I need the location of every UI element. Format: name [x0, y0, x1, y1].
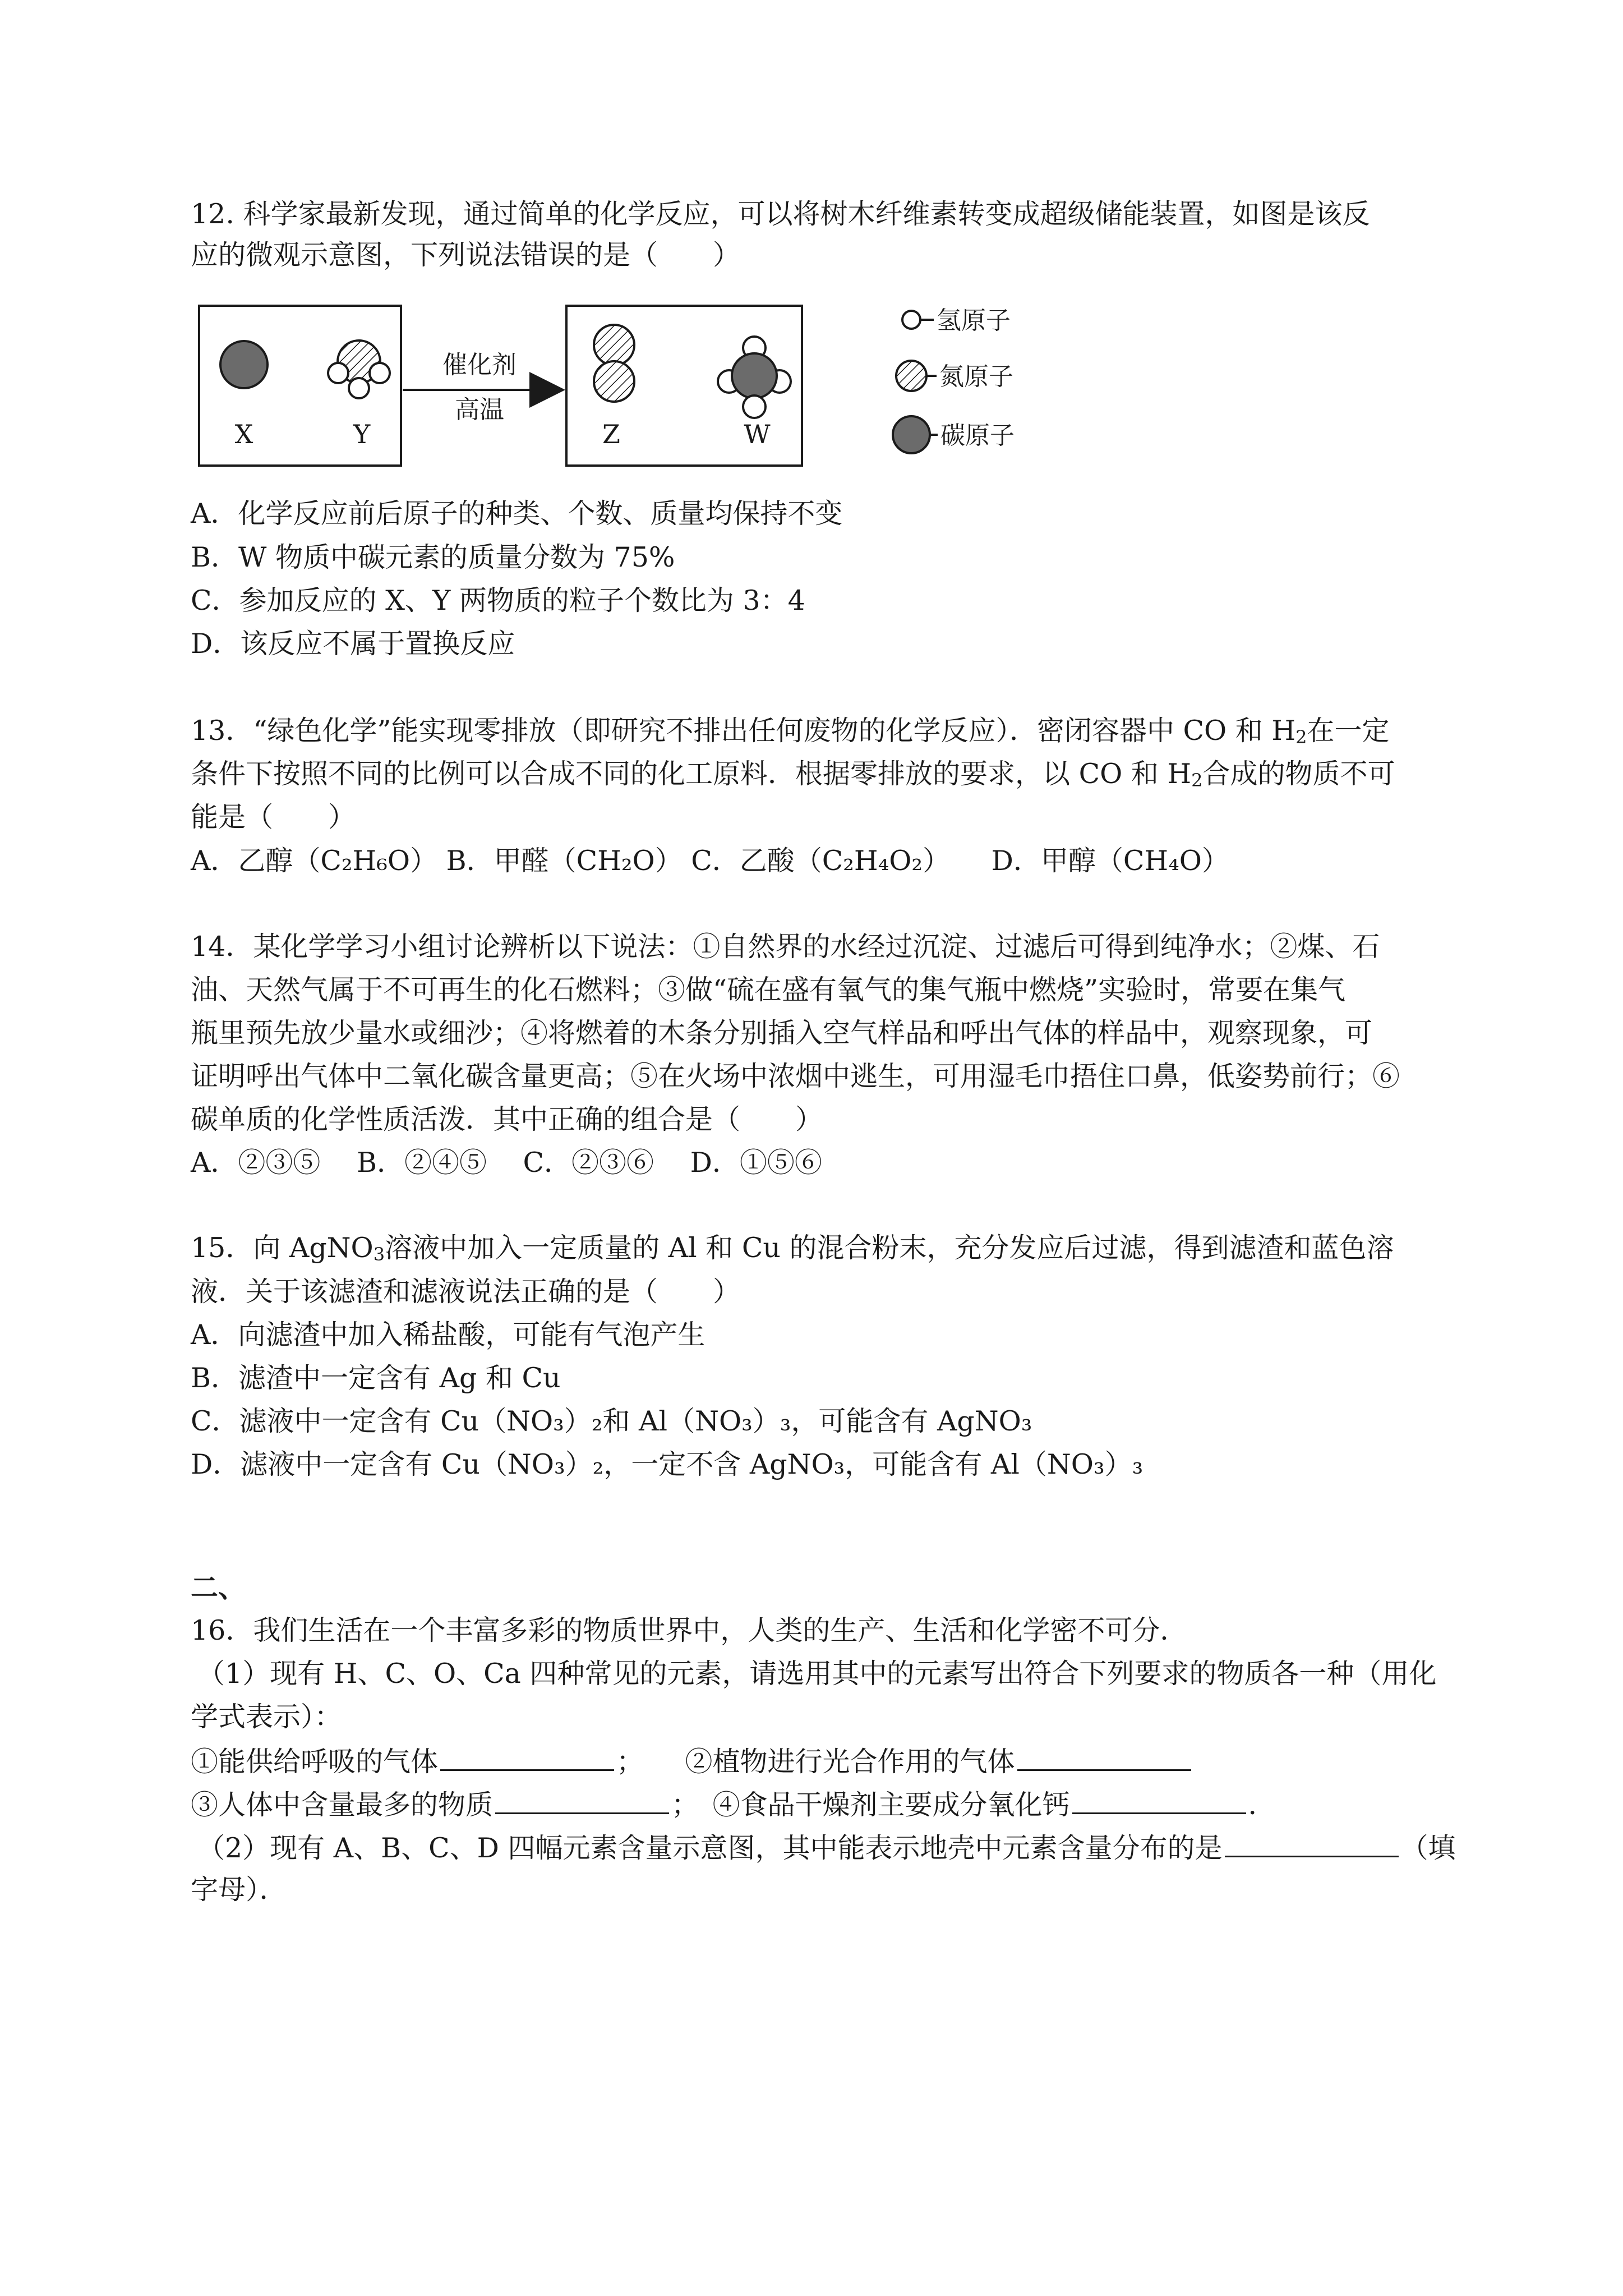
q14-stem-line1: 14．某化学学习小组讨论辨析以下说法：①自然界的水经过沉淀、过滤后可得到纯净水；②煤、石	[191, 931, 1380, 963]
label-y: Y	[353, 419, 371, 449]
q15-stem-line1: 15．向 AgNO$_3$溶液中加入一定质量的 Al 和 Cu 的混合粉末，充分发应后过滤，得到滤渣和蓝色溶	[191, 1232, 1394, 1265]
legend-nitrogen-label: 氮原子	[939, 362, 1013, 391]
q13-stem-line2: 条件下按照不同的比例可以合成不同的化工原料．根据零排放的要求，以 CO 和 $H_2$合成的物质不可	[191, 758, 1395, 791]
q13-options: A．乙醇（C₂H₆O） B．甲醛（CH₂O） C．乙酸（C₂H₄O₂） D．甲醇（CH₄O）	[191, 845, 1229, 877]
q15-option-c: C．滤液中一定含有 Cu（NO₃）₂和 Al（NO₃）₃，可能含有 AgNO₃	[191, 1405, 1032, 1437]
q14-options: A．②③⑤ B．②④⑤ C．②③⑥ D．①⑤⑥	[191, 1147, 822, 1179]
reaction-diagram	[191, 292, 1099, 477]
q13-stem-line3: 能是（ ）	[191, 801, 356, 833]
molecule-y-hydrogen	[370, 363, 390, 383]
reactant-box	[199, 306, 401, 466]
q16-stem-line3: 学式表示）：	[191, 1701, 342, 1733]
molecule-y-hydrogen	[328, 363, 348, 383]
q12-option-b: B．W 物质中碳元素的质量分数为 75%	[191, 541, 675, 573]
q15-stem-line2: 液．关于该滤渣和滤液说法正确的是（ ）	[191, 1276, 741, 1308]
q16-part2-line1: （2）现有 A、B、C、D 四幅元素含量示意图，其中能表示地壳中元素含量分布的是 （填	[197, 1830, 1456, 1865]
legend-carbon-label: 碳原子	[940, 421, 1015, 450]
q15-option-a: A．向滤渣中加入稀盐酸，可能有气泡产生	[191, 1319, 706, 1351]
answer-blank-5[interactable]	[1225, 1830, 1399, 1857]
answer-blank-3[interactable]	[495, 1787, 669, 1814]
q14-stem-line3: 瓶里预先放少量水或细沙；④将燃着的木条分别插入空气样品和呼出气体的样品中，观察现象，可	[191, 1017, 1373, 1049]
q14-stem-line5: 碳单质的化学性质活泼．其中正确的组合是（ ）	[191, 1103, 823, 1135]
q16-stem-line1: 16．我们生活在一个丰富多彩的物质世界中，人类的生产、生活和化学密不可分．	[191, 1614, 1188, 1646]
molecule-z-nitrogen	[594, 325, 634, 365]
q13-stem-line1: 13．“绿色化学”能实现零排放（即研究不排出任何废物的化学反应）．密闭容器中 CO 和 $H_2$在一定	[191, 715, 1390, 748]
molecule-z-nitrogen	[594, 361, 634, 402]
q12-stem-line2: 应的微观示意图，下列说法错误的是（ ）	[191, 239, 741, 271]
q12-option-a: A．化学反应前后原子的种类、个数、质量均保持不变	[191, 498, 843, 530]
q12-stem-line1: 12. 科学家最新发现，通过简单的化学反应，可以将树木纤维素转变成超级储能装置，如图是该反	[191, 198, 1370, 230]
legend-nitrogen-symbol	[896, 361, 926, 391]
answer-blank-1[interactable]	[440, 1743, 614, 1771]
q14-stem-line2: 油、天然气属于不可再生的化石燃料；③做“硫在盛有氧气的集气瓶中燃烧”实验时，常要在集气	[191, 974, 1346, 1006]
answer-blank-2[interactable]	[1017, 1743, 1191, 1771]
molecule-w-carbon	[732, 353, 777, 398]
q16-stem-line2: （1）现有 H、C、O、Ca 四种常见的元素，请选用其中的元素写出符合下列要求的物质各一种（用化	[197, 1658, 1437, 1690]
legend-hydrogen-label: 氢原子	[937, 306, 1011, 335]
q16-part2-line2: 字母）．	[191, 1874, 287, 1906]
catalyst-label: 催化剂	[442, 351, 517, 379]
q15-option-d: D．滤液中一定含有 Cu（NO₃）₂，一定不含 AgNO₃，可能含有 Al（NO₃）₃	[191, 1448, 1144, 1480]
molecule-w-hydrogen	[743, 395, 766, 418]
label-z: Z	[602, 419, 620, 449]
q14-stem-line4: 证明呼出气体中二氧化碳含量更高；⑤在火场中浓烟中逃生，可用湿毛巾捂住口鼻，低姿势前行；⑥	[191, 1060, 1400, 1092]
molecule-x-carbon	[220, 341, 268, 388]
legend-hydrogen-symbol	[902, 311, 920, 329]
q12-option-c: C．参加反应的 X、Y 两物质的粒子个数比为 3：4	[191, 585, 805, 616]
molecule-y-hydrogen	[349, 378, 369, 398]
q15-option-b: B．滤渣中一定含有 Ag 和 Cu	[191, 1362, 561, 1394]
label-x: X	[234, 419, 253, 449]
high-temperature-label: 高温	[455, 395, 504, 424]
q16-row2: ③人体中含量最多的物质 ； ④食品干燥剂主要成分氧化钙 ．	[191, 1787, 1276, 1822]
label-w: W	[744, 419, 771, 449]
q16-row1: ①能供给呼吸的气体 ； ②植物进行光合作用的气体	[191, 1743, 1193, 1779]
answer-blank-4[interactable]	[1072, 1787, 1246, 1814]
reaction-diagram-svg	[191, 292, 1099, 477]
section-heading: 二、	[191, 1571, 246, 1604]
q12-option-d: D．该反应不属于置换反应	[191, 628, 515, 660]
legend-carbon-symbol	[893, 416, 930, 453]
